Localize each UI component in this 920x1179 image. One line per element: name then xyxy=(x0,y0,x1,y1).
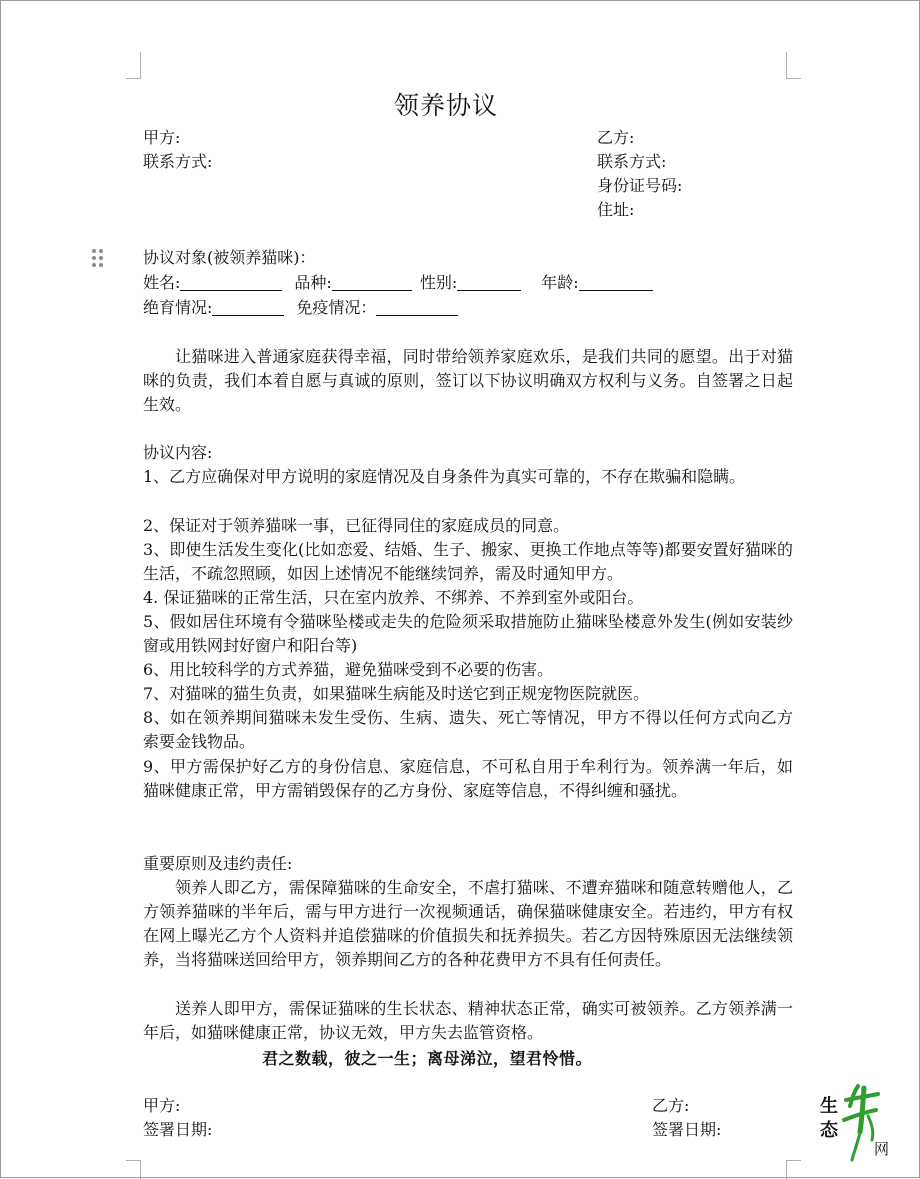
vaccination-label: 免疫情况： xyxy=(296,298,377,317)
subject-row-2 xyxy=(143,296,458,320)
party-b-id-label: 身份证号码: xyxy=(597,176,683,195)
clause-3: 3、即使生活发生变化(比如恋爱、结婚、生子、搬家、更换工作地点等等)都要安置好猫咪的生活，不疏忽照顾，如因上述情况不能继续饲养，需及时通知甲方。 xyxy=(143,540,793,583)
cat-name-label: 姓名: xyxy=(143,273,181,292)
motto: 君之数载，彼之一生；离母涕泣，望君怜惜。 xyxy=(262,1049,593,1068)
crop-mark-top-right xyxy=(786,52,801,79)
party-b-contact-label: 联系方式: xyxy=(597,152,667,171)
page-title: 领养协议 xyxy=(393,91,498,120)
intro-paragraph: 让猫咪进入普通家庭获得幸福，同时带给领养家庭欢乐，是我们共同的愿望。出于对猫咪的负责，我们本着自愿与真诚的原则，签订以下协议明确双方权利与义务。自签署之日起生效。 xyxy=(143,347,793,414)
sterilization-label: 绝育情况: xyxy=(143,298,213,317)
party-b-address-label: 住址: xyxy=(597,200,635,219)
clause-5: 5、假如居住环境有令猫咪坠楼或走失的危险须采取措施防止猫咪坠楼意外发生(例如安装纱窗或用铁网封好窗户和阳台等) xyxy=(143,612,793,655)
subject-row-1 xyxy=(143,271,653,295)
cat-breed-label: 品种: xyxy=(294,273,332,292)
party-a-label: 甲方: xyxy=(143,128,181,147)
site-watermark-logo xyxy=(818,1082,898,1162)
sterilization-field[interactable] xyxy=(212,299,284,316)
clause-2: 2、保证对于领养猫咪一事，已征得同住的家庭成员的同意。 xyxy=(143,516,570,535)
signature-party-b: 乙方: xyxy=(652,1096,690,1115)
clause-7: 7、对猫咪的猫生负责，如果猫咪生病能及时送它到正规宠物医院就医。 xyxy=(143,684,650,703)
crop-mark-bottom-left xyxy=(126,1160,141,1179)
content-heading: 协议内容: xyxy=(143,443,213,462)
principle-adopter: 领养人即乙方，需保障猫咪的生命安全，不虐打猫咪、不遭弃猫咪和随意转赠他人，乙方领养猫咪的半年后，需与甲方进行一次视频通话，确保猫咪健康安全。若违约，甲方有权在网上曝光乙方个人资料并追偿猫咪的价值损失和抚养损失。若乙方因特殊原因无法继续领养，当将猫咪送回给甲方，领养期间乙方的各种花费甲方不具有任何责任。 xyxy=(143,878,793,969)
cat-sex-field[interactable] xyxy=(457,274,521,291)
party-b-label: 乙方: xyxy=(597,128,635,147)
subject-heading: 协议对象(被领养猫咪)： xyxy=(143,248,316,267)
principles-heading: 重要原则及违约责任: xyxy=(143,854,293,873)
watermark-char-2: 态 xyxy=(820,1120,838,1141)
clause-8: 8、如在领养期间猫咪未发生受伤、生病、遗失、死亡等情况，甲方不得以任何方式向乙方索要金钱物品。 xyxy=(143,708,793,751)
signature-party-a-date: 签署日期: xyxy=(143,1120,213,1139)
crop-mark-top-left xyxy=(126,52,141,79)
cat-sex-label: 性别: xyxy=(419,273,458,292)
cat-age-label: 年龄: xyxy=(541,273,579,292)
cat-breed-field[interactable] xyxy=(332,274,412,291)
drag-handle-icon[interactable] xyxy=(91,249,105,269)
cat-age-field[interactable] xyxy=(579,274,653,291)
clause-4: 4. 保证猫咪的正常生活，只在室内放养、不绑养、不养到室外或阳台。 xyxy=(143,588,644,607)
watermark-char-1: 生 xyxy=(820,1096,838,1117)
cat-name-field[interactable] xyxy=(180,274,282,291)
clause-9: 9、甲方需保护好乙方的身份信息、家庭信息，不可私自用于牟利行为。领养满一年后，如猫咪健康正常，甲方需销毁保存的乙方身份、家庭等信息，不得纠缠和骚扰。 xyxy=(143,757,793,800)
clause-6: 6、用比较科学的方式养猫，避免猫咪受到不必要的伤害。 xyxy=(143,660,554,679)
vaccination-field[interactable] xyxy=(376,299,458,316)
watermark-char-3: 网 xyxy=(874,1140,890,1158)
signature-party-a: 甲方: xyxy=(143,1096,181,1115)
clause-1: 1、乙方应确保对甲方说明的家庭情况及自身条件为真实可靠的，不存在欺骗和隐瞒。 xyxy=(143,467,746,486)
signature-party-b-date: 签署日期: xyxy=(652,1120,722,1139)
crop-mark-bottom-right xyxy=(786,1160,801,1179)
party-a-contact-label: 联系方式: xyxy=(143,152,213,171)
principle-rehomer: 送养人即甲方，需保证猫咪的生长状态、精神状态正常，确实可被领养。乙方领养满一年后，如猫咪健康正常，协议无效，甲方失去监管资格。 xyxy=(143,999,793,1042)
